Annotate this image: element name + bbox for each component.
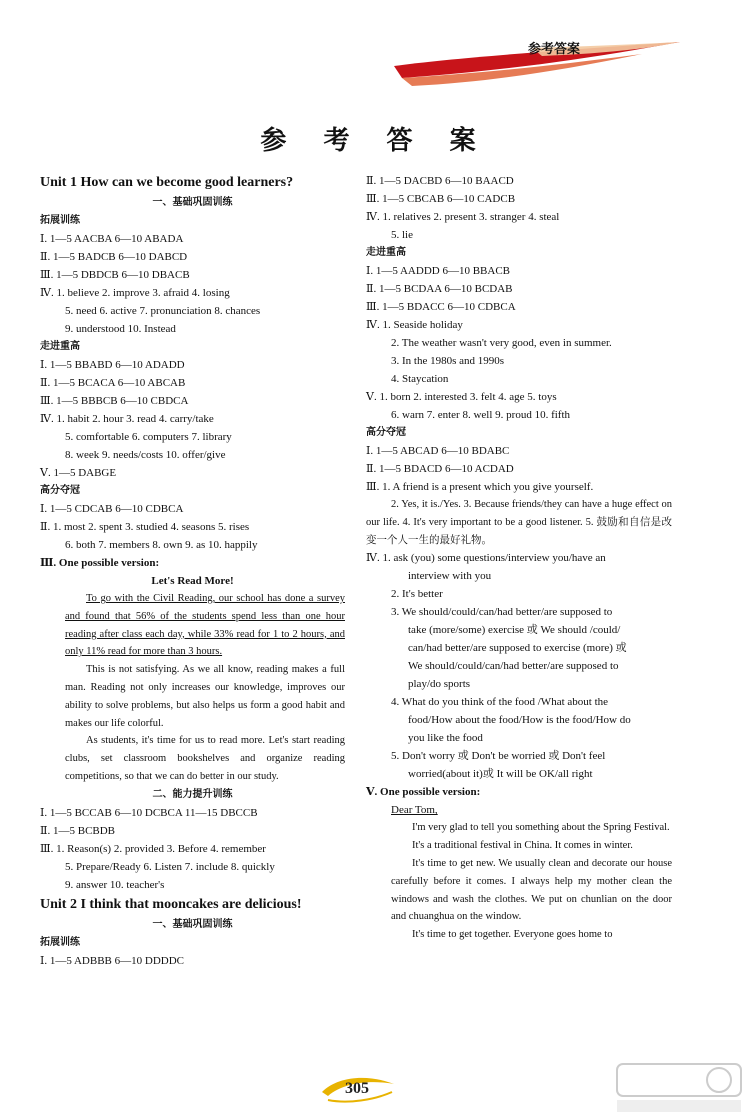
essay-paragraph: This is not satisfying. As we all know, reading makes a full man. Reading not only increases our knowledge, improves our ability to solve problems, but also helps us form a good habit and makes our life colorful. (65, 664, 345, 729)
answer-line: We should/could/can/had better/are supposed to (408, 660, 619, 673)
unit-heading: Unit 1 How can we become good learners? (40, 175, 294, 190)
subsection-heading: 拓展训练 (40, 215, 80, 226)
answer-line: Ⅰ. 1—5 ABCAD 6—10 BDABC (366, 445, 510, 457)
answer-line: 5. lie (391, 229, 413, 241)
answer-line: Ⅰ. 1—5 BBABD 6—10 ADADD (40, 359, 185, 371)
subsection-heading: 高分夺冠 (366, 427, 406, 438)
right-column (366, 172, 672, 944)
essay-paragraph: I'm very glad to tell you something about the Spring Festival. (412, 822, 670, 834)
answer-line: 4. Staycation (391, 373, 449, 385)
answer-line: 5. comfortable 6. computers 7. library (65, 431, 232, 443)
answer-line: Ⅳ. 1. habit 2. hour 3. read 4. carry/take (40, 413, 214, 425)
answer-line: can/had better/are supposed to exercise (more) 或 (408, 642, 627, 655)
answer-line: worried(about it)或 It will be OK/all right (408, 768, 593, 781)
answer-line: 9. answer 10. teacher's (65, 878, 165, 891)
unit-heading: Unit 2 I think that mooncakes are delicious! (40, 896, 302, 912)
answer-line: Ⅱ. 1. most 2. spent 3. studied 4. seasons 5. rises (40, 521, 250, 533)
answer-line: play/do sports (408, 678, 471, 691)
answer-line: 3. In the 1980s and 1990s (391, 355, 505, 367)
answer-line: 4. What do you think of the food /What about the (391, 696, 609, 709)
answer-line: Ⅳ. 1. Seaside holiday (366, 319, 463, 331)
answer-line: Ⅱ. 1—5 BADCB 6—10 DABCD (40, 251, 188, 263)
essay-paragraph: As students, it's time for us to read more. Let's start reading clubs, set classroom bookshelves and organize reading competitions, so that we can do better in our study. (65, 735, 345, 782)
letter-salutation: Dear Tom, (391, 804, 438, 817)
essay-paragraph: It's time to get together. Everyone goes home to (412, 929, 613, 941)
left-column (40, 172, 345, 970)
answer-line: Ⅲ. 1. A friend is a present which you give yourself. (366, 481, 594, 493)
answer-line: 5. Prepare/Ready 6. Listen 7. include 8. quickly (65, 860, 275, 873)
answer-line: Ⅱ. 1—5 DACBD 6—10 BAACD (366, 175, 514, 187)
answer-line: 6. both 7. members 8. own 9. as 10. happily (65, 539, 258, 551)
answer-line: Ⅰ. 1—5 AADDD 6—10 BBACB (366, 265, 510, 277)
answer-line: 5. need 6. active 7. pronunciation 8. chances (65, 305, 261, 317)
answer-line: 9. understood 10. Instead (65, 323, 176, 335)
answer-line: interview with you (408, 570, 492, 583)
answer-line: Ⅱ. 1—5 BCACA 6—10 ABCAB (40, 377, 186, 389)
subsection-heading: 走进重高 (366, 247, 406, 258)
essay-title: Let's Read More! (151, 575, 234, 587)
essay-paragraph: To go with the Civil Reading, our school has done a survey and found that 56% of the students spend less than one hour reading after class each day, while 33% read for 1 to 2 hours, and only 11% read for more than 3 hours. (65, 593, 345, 658)
subsection-heading: 拓展训练 (40, 936, 80, 948)
answer-line: you like the food (408, 732, 483, 745)
answer-line: Ⅲ. 1—5 CBCAB 6—10 CADCB (366, 193, 516, 205)
answer-line: Ⅲ. One possible version: (40, 557, 160, 569)
answer-line: Ⅲ. 1. Reason(s) 2. provided 3. Before 4. remember (40, 842, 266, 855)
answer-line: 3. We should/could/can/had better/are supposed to (391, 606, 613, 619)
answer-line: Ⅳ. 1. relatives 2. present 3. stranger 4. steal (366, 211, 560, 223)
answer-line: Ⅰ. 1—5 CDCAB 6—10 CDBCA (40, 503, 184, 515)
section-heading: 一、基础巩固训练 (152, 197, 233, 208)
answer-line: 2. Yes, it is./Yes. 3. Because friends/they can have a huge effect on our life. 4. It's very important to be a good listener. 5. 鼓励和自信是改变一个人一生的最好礼物。 (366, 499, 672, 546)
answer-line: 2. It's better (391, 588, 443, 601)
answer-line: food/How about the food/How is the food/How do (408, 714, 631, 727)
section-heading: 一、基础巩固训练 (152, 918, 233, 930)
answer-line: Ⅰ. 1—5 BCCAB 6—10 DCBCA 11—15 DBCCB (40, 806, 258, 819)
essay-paragraph: It's a traditional festival in China. It comes in winter. (412, 840, 633, 852)
page-number: 305 (345, 1080, 369, 1097)
answer-line: take (more/some) exercise 或 We should /could/ (408, 624, 621, 637)
answer-line: Ⅲ. 1—5 BBBCB 6—10 CBDCA (40, 395, 189, 407)
answer-line: Ⅳ. 1. believe 2. improve 3. afraid 4. losing (40, 287, 230, 299)
answer-line: Ⅴ. 1—5 DABGE (40, 467, 117, 479)
essay-paragraph: It's time to get new. We usually clean and decorate our house carefully before it comes. I always help my mother clean the windows and wash the clothes. We put on chunlian on the door and chuanghua on the window. (391, 857, 672, 923)
answer-line: Ⅲ. 1—5 DBDCB 6—10 DBACB (40, 269, 190, 281)
answer-line: Ⅲ. 1—5 BDACC 6—10 CDBCA (366, 301, 516, 313)
answer-line: Ⅰ. 1—5 ADBBB 6—10 DDDDC (40, 954, 184, 967)
watermark-logo (615, 1060, 745, 1115)
answer-line: Ⅱ. 1—5 BCBDB (40, 824, 116, 837)
header-banner-text: 参考答案 (528, 42, 581, 57)
answer-line: 8. week 9. needs/costs 10. offer/give (65, 449, 226, 461)
answer-line: Ⅱ. 1—5 BDACD 6—10 ACDAD (366, 463, 514, 475)
section-heading: 二、能力提升训练 (152, 788, 233, 800)
answer-line: Ⅳ. 1. ask (you) some questions/interview you/have an (366, 552, 606, 565)
answer-line: 6. warn 7. enter 8. well 9. proud 10. fifth (391, 409, 571, 421)
answer-line: Ⅱ. 1—5 BCDAA 6—10 BCDAB (366, 283, 513, 295)
answer-line: 5. Don't worry 或 Don't be worried 或 Don't feel (391, 750, 606, 763)
answer-line: Ⅰ. 1—5 AACBA 6—10 ABADA (40, 233, 184, 245)
answer-line: Ⅴ. One possible version: (366, 786, 481, 799)
page-title: 参 考 答 案 (260, 126, 490, 156)
answer-line: 2. The weather wasn't very good, even in summer. (391, 337, 612, 349)
answer-line: Ⅴ. 1. born 2. interested 3. felt 4. age 5. toys (366, 391, 557, 403)
subsection-heading: 走进重高 (40, 341, 80, 352)
subsection-heading: 高分夺冠 (40, 485, 80, 496)
